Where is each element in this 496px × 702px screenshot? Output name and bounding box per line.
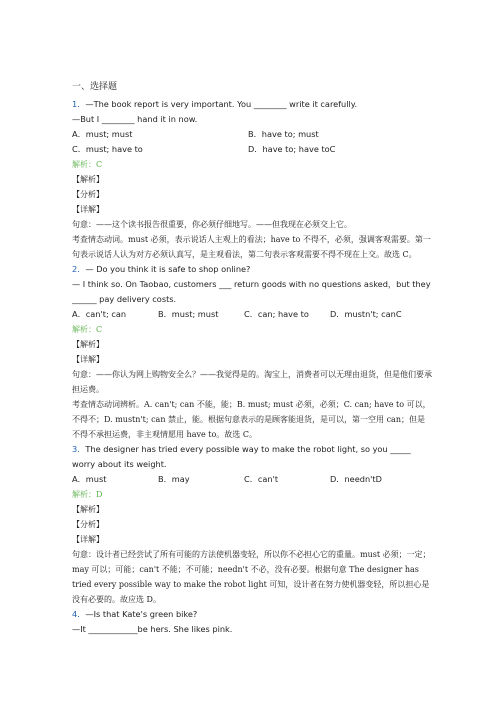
question-stem: —Is that Kate's green bike? — [85, 609, 198, 619]
explanation-text: 考查情态动词。must 必须，表示说话人主观上的看法；have to 不得不，必须，强调客观需要。第一句表示说话人认为对方必须认真写，是主观看法，第二句表示客观需要不得不现在上交。故选 C。 — [72, 235, 431, 259]
question-line: —It ____________be hers. She likes pink. — [72, 624, 233, 634]
question-3 — [72, 442, 432, 607]
option-c: C．can't — [244, 474, 279, 484]
question-stem: —The book report is very important. You ________ write it carefully. — [85, 99, 358, 109]
document-body — [72, 80, 432, 637]
answer-line: 解析：C — [72, 160, 103, 169]
question-line: —But I ________ hand it in now. — [72, 114, 198, 124]
question-number: 1． — [72, 99, 86, 109]
heading-fenxi: 【分析】 — [72, 190, 104, 199]
heading-xiangjie: 【详解】 — [72, 205, 104, 214]
question-stem: The designer has tried every possible way to make the robot light, so you _____ worry about its weight. — [72, 444, 411, 469]
question-number: 4． — [72, 609, 86, 619]
question-stem: — Do you think it is safe to shop online? — [85, 264, 251, 274]
option-a: A．must; must — [72, 129, 133, 139]
option-b: B．may — [158, 474, 190, 484]
options-row — [72, 307, 432, 322]
heading-jiexi: 【解析】 — [72, 175, 104, 184]
question-line: — I think so. On Taobao, customers ___ return goods with no questions asked，but they ______ pay delivery costs. — [72, 279, 431, 304]
option-c: C．must; have to — [72, 144, 143, 154]
options-row — [72, 127, 432, 142]
heading-xiangjie: 【详解】 — [72, 355, 104, 364]
heading-jiexi: 【解析】 — [72, 340, 104, 349]
explanation-text: 考查情态动词辨析。A. can't; can 不能，能；B. must; must 必须，必须；C. can; have to 可以，不得不；D. mustn't; can 禁止，能。根据句意表示的是顾客能退货，是可以，第一空用 can；但是不得不承担运费，非主观情愿用 have to。故选 C。 — [72, 400, 431, 439]
heading-jiexi: 【解析】 — [72, 505, 104, 514]
answer-line: 解析：D — [72, 490, 103, 499]
explanation-text: 句意：——这个读书报告很重要，你必须仔细地写。——但我现在必须交上它。 — [72, 220, 352, 229]
option-d: D．mustn't; canC — [330, 309, 402, 319]
option-a: A．must — [72, 474, 107, 484]
section-title: 一、选择题 — [72, 82, 118, 92]
explanation-text: 句意：设计者已经尝试了所有可能的方法使机器变轻，所以你不必担心它的重量。must 必须；一定；may 可以；可能；can't 不能；不可能；needn't 不必，没有必要。根据句意 The designer has tried every possible way to make the robot light 可知，设计者在努力使机器变轻，所以担心是没有必要的。故应选 D。 — [72, 550, 431, 604]
question-number: 2． — [72, 264, 86, 274]
option-a: A．can't; can — [72, 309, 127, 319]
question-1 — [72, 97, 432, 262]
options-row — [72, 142, 432, 157]
option-d: D．needn'tD — [330, 474, 382, 484]
option-c: C．can; have to — [244, 309, 309, 319]
option-d: D．have to; have toC — [248, 144, 336, 154]
question-4 — [72, 607, 432, 637]
question-2 — [72, 262, 432, 442]
heading-xiangjie: 【详解】 — [72, 535, 104, 544]
option-b: B．have to; must — [248, 129, 319, 139]
question-number: 3． — [72, 444, 86, 454]
heading-fenxi: 【分析】 — [72, 520, 104, 529]
answer-line: 解析：C — [72, 325, 103, 334]
option-b: B．must; must — [158, 309, 219, 319]
options-row — [72, 472, 432, 487]
explanation-text: 句意：——你认为网上购物安全么？——我觉得是的。淘宝上，消费者可以无理由退货，但是他们要承担运费。 — [72, 370, 432, 394]
